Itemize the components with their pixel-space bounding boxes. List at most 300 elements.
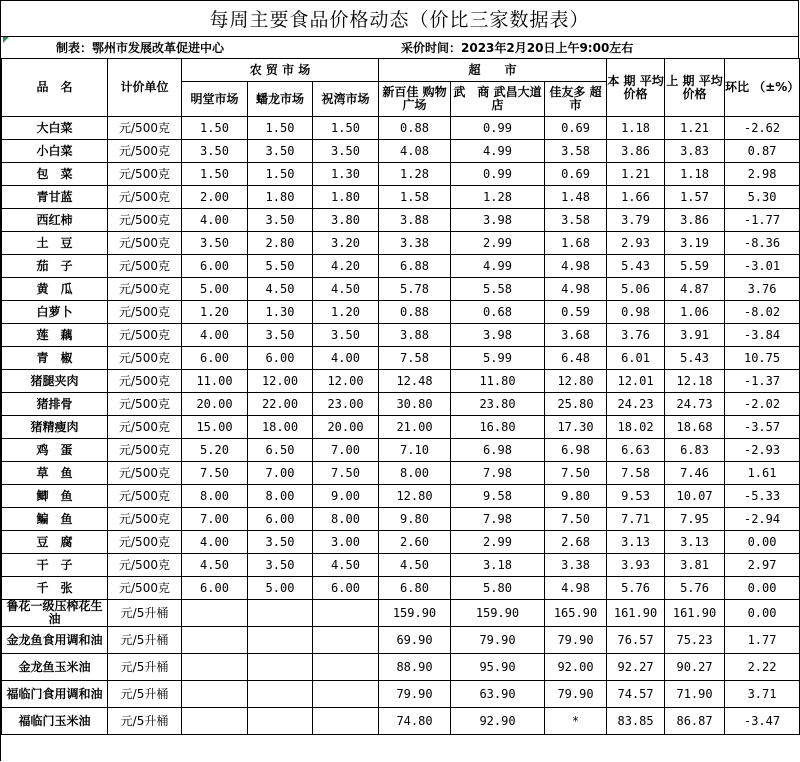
price-panlong: 3.50 [248,554,313,577]
avg-last: 12.18 [665,370,725,393]
item-unit: 元/500克 [108,186,182,209]
table-row [2,708,800,735]
change-percent: -3.57 [725,416,800,439]
change-percent: 5.30 [725,186,800,209]
price-zhuwan: 7.00 [313,439,379,462]
price-jiayouduo: * [545,708,607,735]
price-mingtang: 4.00 [182,324,248,347]
avg-current: 6.01 [607,347,665,370]
price-jiayouduo: 79.90 [545,681,607,708]
avg-current: 3.79 [607,209,665,232]
avg-current: 7.71 [607,508,665,531]
price-panlong [248,681,313,708]
header-market-panlong: 蟠龙市场 [248,82,313,117]
price-jiayouduo: 3.38 [545,554,607,577]
price-jiayouduo: 9.80 [545,485,607,508]
item-unit: 元/500克 [108,370,182,393]
price-xinbaijia: 6.80 [379,577,451,600]
price-panlong: 4.50 [248,278,313,301]
avg-current: 24.23 [607,393,665,416]
price-panlong: 12.00 [248,370,313,393]
avg-current: 1.66 [607,186,665,209]
price-panlong: 7.00 [248,462,313,485]
table-row [2,209,800,232]
price-zhuwan: 9.00 [313,485,379,508]
table-row [2,654,800,681]
table-row [2,577,800,600]
price-xinbaijia: 30.80 [379,393,451,416]
price-time-label: 采价时间：2023年2月20日上午9:00左右 [401,41,634,55]
price-wushang: 0.68 [451,301,545,324]
price-jiayouduo: 4.98 [545,278,607,301]
item-unit: 元/5升桶 [108,654,182,681]
price-zhuwan [313,654,379,681]
change-percent: -2.94 [725,508,800,531]
item-unit: 元/500克 [108,301,182,324]
price-zhuwan: 4.50 [313,278,379,301]
item-unit: 元/500克 [108,416,182,439]
price-zhuwan: 4.00 [313,347,379,370]
change-percent: 3.76 [725,278,800,301]
price-panlong: 18.00 [248,416,313,439]
price-wushang: 5.58 [451,278,545,301]
price-mingtang [182,627,248,654]
price-xinbaijia: 3.38 [379,232,451,255]
header-market-zhuwan: 祝湾市场 [313,82,379,117]
item-name: 猪腿夹肉 [2,370,108,393]
item-name: 干 子 [2,554,108,577]
price-xinbaijia: 9.80 [379,508,451,531]
price-xinbaijia: 74.80 [379,708,451,735]
price-mingtang: 6.00 [182,577,248,600]
price-xinbaijia: 0.88 [379,301,451,324]
table-row [2,485,800,508]
change-percent: 1.61 [725,462,800,485]
change-percent: -5.33 [725,485,800,508]
price-wushang: 2.99 [451,531,545,554]
price-jiayouduo: 6.48 [545,347,607,370]
avg-current: 12.01 [607,370,665,393]
price-mingtang: 4.50 [182,554,248,577]
price-table [1,58,800,735]
price-panlong: 5.50 [248,255,313,278]
change-percent: 0.00 [725,577,800,600]
table-row [2,508,800,531]
avg-last: 90.27 [665,654,725,681]
price-mingtang: 3.50 [182,232,248,255]
avg-current: 3.76 [607,324,665,347]
item-name: 鳊 鱼 [2,508,108,531]
avg-current: 7.58 [607,462,665,485]
price-panlong [248,654,313,681]
avg-last: 6.83 [665,439,725,462]
price-zhuwan: 12.00 [313,370,379,393]
item-unit: 元/500克 [108,508,182,531]
price-jiayouduo: 7.50 [545,462,607,485]
change-percent: -3.01 [725,255,800,278]
table-row [2,439,800,462]
price-zhuwan: 23.00 [313,393,379,416]
price-mingtang: 6.00 [182,347,248,370]
item-name: 猪排骨 [2,393,108,416]
item-unit: 元/500克 [108,163,182,186]
price-zhuwan: 3.20 [313,232,379,255]
table-row [2,186,800,209]
price-panlong: 1.50 [248,163,313,186]
price-xinbaijia: 2.60 [379,531,451,554]
price-table-body [2,117,800,735]
price-xinbaijia: 4.08 [379,140,451,163]
avg-last: 71.90 [665,681,725,708]
item-name: 福临门食用调和油 [2,681,108,708]
price-panlong: 8.00 [248,485,313,508]
table-row [2,531,800,554]
price-mingtang: 15.00 [182,416,248,439]
item-unit: 元/5升桶 [108,627,182,654]
item-name: 鲫 鱼 [2,485,108,508]
price-jiayouduo: 4.98 [545,255,607,278]
item-name: 金龙鱼食用调和油 [2,627,108,654]
item-name: 鲁花一级压榨花生油 [2,600,108,627]
price-wushang: 0.99 [451,117,545,140]
price-jiayouduo: 2.68 [545,531,607,554]
item-unit: 元/500克 [108,554,182,577]
price-xinbaijia: 1.58 [379,186,451,209]
price-zhuwan: 3.80 [313,209,379,232]
avg-last: 3.19 [665,232,725,255]
price-mingtang: 2.00 [182,186,248,209]
avg-current: 3.86 [607,140,665,163]
change-percent: -2.93 [725,439,800,462]
header-market-xinbaijia: 新百佳 购物广场 [379,82,451,117]
price-jiayouduo: 6.98 [545,439,607,462]
table-row [2,627,800,654]
change-percent: 2.22 [725,654,800,681]
price-zhuwan: 3.50 [313,324,379,347]
price-zhuwan [313,600,379,627]
change-percent: 3.71 [725,681,800,708]
avg-current: 9.53 [607,485,665,508]
item-name: 金龙鱼玉米油 [2,654,108,681]
item-unit: 元/5升桶 [108,681,182,708]
table-row [2,462,800,485]
table-row [2,600,800,627]
avg-last: 3.83 [665,140,725,163]
avg-last: 7.95 [665,508,725,531]
change-percent: -3.84 [725,324,800,347]
price-mingtang: 1.20 [182,301,248,324]
item-name: 草 鱼 [2,462,108,485]
avg-last: 5.76 [665,577,725,600]
item-name: 青 椒 [2,347,108,370]
table-row [2,681,800,708]
avg-current: 3.93 [607,554,665,577]
price-wushang: 3.98 [451,324,545,347]
avg-last: 3.81 [665,554,725,577]
price-jiayouduo: 17.30 [545,416,607,439]
price-xinbaijia: 21.00 [379,416,451,439]
avg-current: 1.18 [607,117,665,140]
item-unit: 元/500克 [108,462,182,485]
avg-last: 7.46 [665,462,725,485]
avg-current: 74.57 [607,681,665,708]
price-xinbaijia: 12.48 [379,370,451,393]
price-mingtang: 5.00 [182,278,248,301]
item-name: 白萝卜 [2,301,108,324]
avg-last: 3.86 [665,209,725,232]
price-zhuwan: 3.00 [313,531,379,554]
avg-last: 5.59 [665,255,725,278]
avg-last: 3.13 [665,531,725,554]
change-percent: -8.36 [725,232,800,255]
price-wushang: 2.99 [451,232,545,255]
price-panlong: 1.50 [248,117,313,140]
avg-last: 75.23 [665,627,725,654]
sheet-title: 每周主要食品价格动态（价比三家数据表） [1,1,799,36]
price-mingtang: 7.00 [182,508,248,531]
price-mingtang: 1.50 [182,117,248,140]
avg-last: 4.87 [665,278,725,301]
price-wushang: 1.28 [451,186,545,209]
item-name: 黄 瓜 [2,278,108,301]
change-percent: -8.02 [725,301,800,324]
price-zhuwan: 1.30 [313,163,379,186]
price-xinbaijia: 6.88 [379,255,451,278]
change-percent: 2.97 [725,554,800,577]
price-mingtang: 20.00 [182,393,248,416]
item-unit: 元/500克 [108,140,182,163]
item-name: 千 张 [2,577,108,600]
price-panlong: 3.50 [248,209,313,232]
header-unit: 计价单位 [108,59,182,117]
change-percent: -2.02 [725,393,800,416]
change-percent: -2.62 [725,117,800,140]
avg-current: 0.98 [607,301,665,324]
price-wushang: 16.80 [451,416,545,439]
header-market-mingtang: 明堂市场 [182,82,248,117]
price-jiayouduo: 0.59 [545,301,607,324]
meta-row [1,36,799,58]
price-mingtang: 7.50 [182,462,248,485]
header-current-avg: 本 期 平均价格 [607,59,665,117]
price-mingtang: 6.00 [182,255,248,278]
maker-label: 制表：鄂州市发展改革促进中心 [56,41,225,55]
avg-last: 10.07 [665,485,725,508]
price-mingtang: 1.50 [182,163,248,186]
item-name: 莲 藕 [2,324,108,347]
price-xinbaijia: 8.00 [379,462,451,485]
price-wushang: 79.90 [451,627,545,654]
price-wushang: 4.99 [451,140,545,163]
price-zhuwan [313,681,379,708]
avg-last: 1.57 [665,186,725,209]
item-unit: 元/500克 [108,278,182,301]
table-row [2,232,800,255]
avg-last: 161.90 [665,600,725,627]
avg-last: 1.06 [665,301,725,324]
avg-current: 92.27 [607,654,665,681]
item-name: 小白菜 [2,140,108,163]
avg-last: 3.91 [665,324,725,347]
price-mingtang [182,654,248,681]
item-unit: 元/500克 [108,577,182,600]
price-panlong: 1.80 [248,186,313,209]
price-zhuwan: 6.00 [313,577,379,600]
price-jiayouduo: 25.80 [545,393,607,416]
price-xinbaijia: 3.88 [379,209,451,232]
avg-last: 1.18 [665,163,725,186]
avg-current: 5.76 [607,577,665,600]
price-wushang: 7.98 [451,462,545,485]
price-xinbaijia: 79.90 [379,681,451,708]
header-farm-markets: 农 贸 市 场 [182,59,379,82]
item-unit: 元/500克 [108,232,182,255]
item-unit: 元/500克 [108,347,182,370]
price-wushang: 3.18 [451,554,545,577]
price-jiayouduo: 79.90 [545,627,607,654]
change-percent: -1.37 [725,370,800,393]
table-row [2,140,800,163]
price-jiayouduo: 4.98 [545,577,607,600]
header-market-jiayouduo: 佳友多 超 市 [545,82,607,117]
price-zhuwan: 8.00 [313,508,379,531]
price-wushang: 92.90 [451,708,545,735]
price-mingtang: 11.00 [182,370,248,393]
price-panlong: 3.50 [248,140,313,163]
price-mingtang: 5.20 [182,439,248,462]
change-percent: 2.98 [725,163,800,186]
item-unit: 元/500克 [108,485,182,508]
table-row [2,347,800,370]
avg-last: 24.73 [665,393,725,416]
price-jiayouduo: 0.69 [545,117,607,140]
price-panlong: 6.50 [248,439,313,462]
price-mingtang [182,600,248,627]
price-wushang: 4.99 [451,255,545,278]
price-wushang: 23.80 [451,393,545,416]
header-change: 环比 （±%） [725,59,800,117]
table-row [2,324,800,347]
price-jiayouduo: 92.00 [545,654,607,681]
table-row [2,301,800,324]
item-name: 鸡 蛋 [2,439,108,462]
price-zhuwan: 4.50 [313,554,379,577]
item-unit: 元/5升桶 [108,708,182,735]
price-xinbaijia: 4.50 [379,554,451,577]
cell-corner-marker [3,37,9,43]
item-unit: 元/500克 [108,439,182,462]
price-xinbaijia: 88.90 [379,654,451,681]
price-wushang: 5.99 [451,347,545,370]
avg-current: 83.85 [607,708,665,735]
item-unit: 元/500克 [108,255,182,278]
price-jiayouduo: 3.58 [545,140,607,163]
change-percent: 0.00 [725,531,800,554]
header-name: 品 名 [2,59,108,117]
price-xinbaijia: 0.88 [379,117,451,140]
avg-last: 5.43 [665,347,725,370]
price-mingtang: 3.50 [182,140,248,163]
item-name: 西红柿 [2,209,108,232]
price-wushang: 6.98 [451,439,545,462]
price-xinbaijia: 3.88 [379,324,451,347]
price-panlong: 3.50 [248,324,313,347]
price-wushang: 11.80 [451,370,545,393]
price-xinbaijia: 159.90 [379,600,451,627]
table-row [2,163,800,186]
price-jiayouduo: 1.48 [545,186,607,209]
item-name: 豆 腐 [2,531,108,554]
price-zhuwan: 3.50 [313,140,379,163]
price-jiayouduo: 165.90 [545,600,607,627]
table-row [2,255,800,278]
table-row [2,393,800,416]
header-last-avg: 上 期 平均价格 [665,59,725,117]
price-panlong: 6.00 [248,347,313,370]
item-name: 土 豆 [2,232,108,255]
price-zhuwan: 7.50 [313,462,379,485]
avg-last: 1.21 [665,117,725,140]
change-percent: 1.77 [725,627,800,654]
price-mingtang: 8.00 [182,485,248,508]
item-name: 福临门玉米油 [2,708,108,735]
avg-last: 18.68 [665,416,725,439]
change-percent: 0.87 [725,140,800,163]
price-panlong [248,600,313,627]
price-zhuwan [313,708,379,735]
header-row-1 [2,59,800,82]
table-row [2,278,800,301]
avg-current: 3.13 [607,531,665,554]
price-panlong: 1.30 [248,301,313,324]
price-jiayouduo: 7.50 [545,508,607,531]
price-panlong: 22.00 [248,393,313,416]
avg-current: 5.06 [607,278,665,301]
item-unit: 元/5升桶 [108,600,182,627]
item-unit: 元/500克 [108,393,182,416]
price-wushang: 0.99 [451,163,545,186]
avg-current: 6.63 [607,439,665,462]
price-zhuwan [313,627,379,654]
price-jiayouduo: 3.58 [545,209,607,232]
item-name: 茄 子 [2,255,108,278]
price-xinbaijia: 5.78 [379,278,451,301]
item-unit: 元/500克 [108,324,182,347]
price-mingtang: 4.00 [182,531,248,554]
avg-current: 76.57 [607,627,665,654]
price-panlong [248,627,313,654]
item-unit: 元/500克 [108,209,182,232]
item-name: 猪精瘦肉 [2,416,108,439]
price-jiayouduo: 1.68 [545,232,607,255]
avg-last: 86.87 [665,708,725,735]
item-name: 包 菜 [2,163,108,186]
price-wushang: 5.80 [451,577,545,600]
price-panlong: 6.00 [248,508,313,531]
change-percent: 10.75 [725,347,800,370]
price-jiayouduo: 0.69 [545,163,607,186]
price-jiayouduo: 12.80 [545,370,607,393]
price-xinbaijia: 1.28 [379,163,451,186]
price-panlong: 3.50 [248,531,313,554]
price-mingtang: 4.00 [182,209,248,232]
price-zhuwan: 4.20 [313,255,379,278]
item-name: 大白菜 [2,117,108,140]
table-row [2,117,800,140]
change-percent: 0.00 [725,600,800,627]
change-percent: -1.77 [725,209,800,232]
price-mingtang [182,708,248,735]
